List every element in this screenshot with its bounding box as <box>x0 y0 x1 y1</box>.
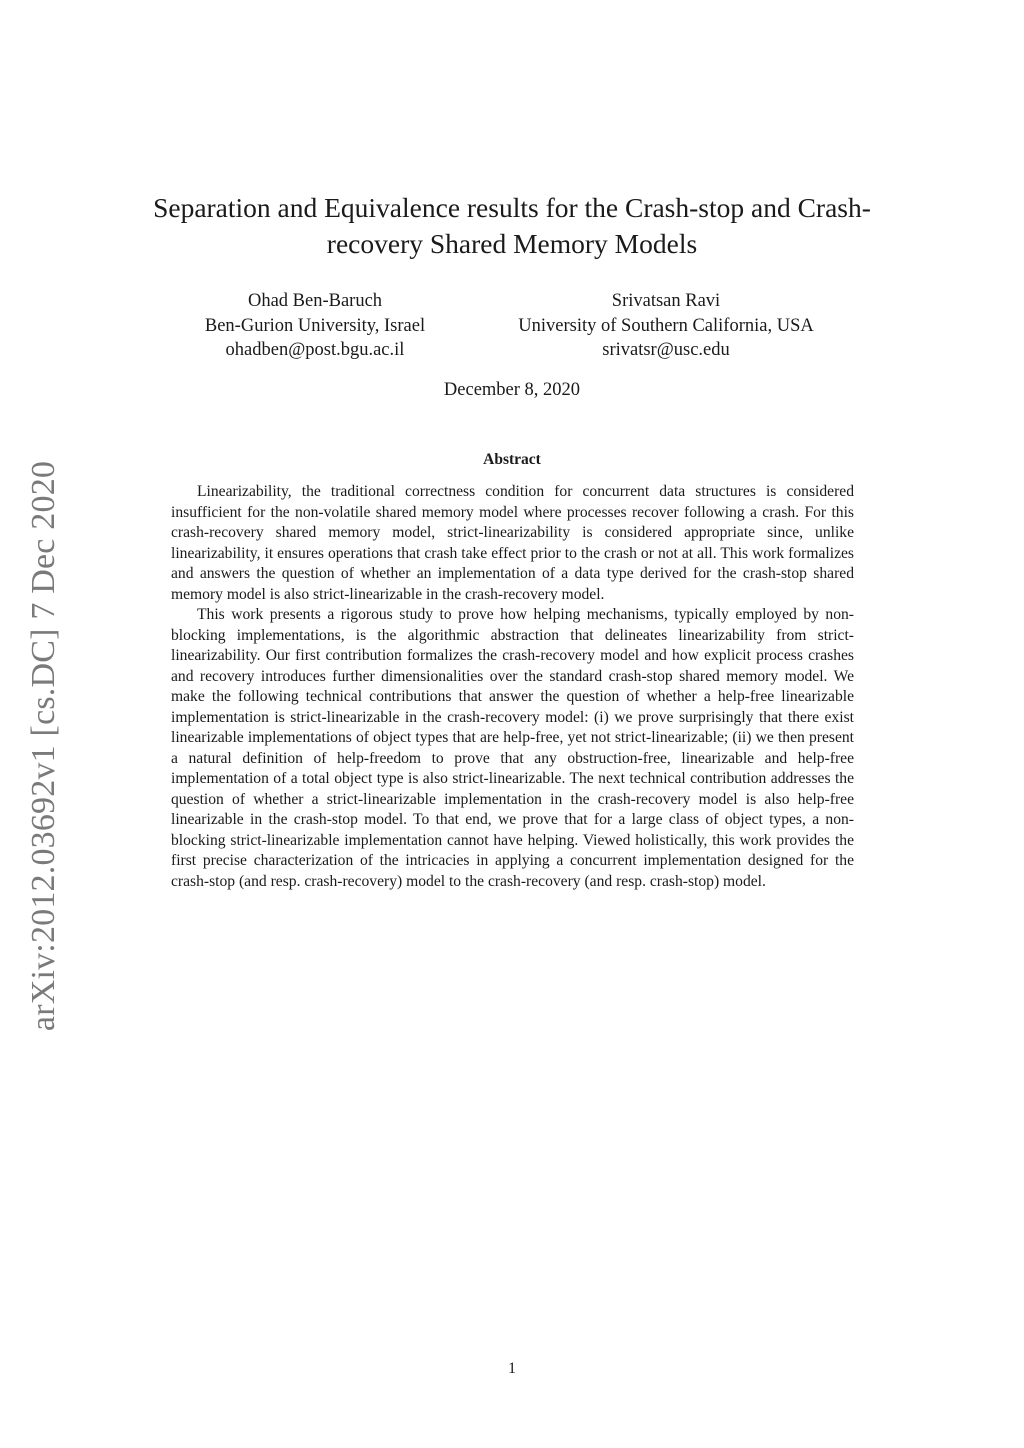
abstract-paragraph: This work presents a rigorous study to prove how helping mechanisms, typically employed by non-blocking implementations, is the algorithmic abstraction that delineates linearizability from strict-linearizability. Our first contribution formalizes the crash-recovery model and how explicit process crashes and recovery introduces further dimensionalities over the standard crash-stop shared memory model. We make the following technical contributions that answer the question of whether a help-free linearizable implementation is strict-linearizable in the crash-recovery model: (i) we prove surprisingly that there exist linearizable implementations of object types that are help-free, yet not strict-linearizable; (ii) we then present a natural definition of help-freedom to prove that any obstruction-free, linearizable and help-free implementation of a total object type is also strict-linearizable. The next technical contribution addresses the question of whether a strict-linearizable implementation in the crash-recovery model is also help-free linearizable in the crash-stop model. To that end, we prove that for a large class of object types, a non-blocking strict-linearizable implementation cannot have helping. Viewed holistically, this work provides the first precise characterization of the intricacies in applying a concurrent implementation designed for the crash-stop (and resp. crash-recovery) model to the crash-recovery (and resp. crash-stop) model. <box>171 606 854 890</box>
author-name: Srivatsan Ravi <box>611 291 721 311</box>
author-name: Ohad Ben-Baruch <box>247 291 383 311</box>
author-email: srivatsr@usc.edu <box>602 340 730 360</box>
page-number: 1 <box>508 1360 516 1377</box>
arxiv-identifier: arXiv:2012.03692v1 [cs.DC] 7 Dec 2020 <box>25 460 62 1032</box>
author-email: ohadben@post.bgu.ac.il <box>225 340 405 360</box>
author-affiliation: Ben-Gurion University, Israel <box>204 315 426 336</box>
author-1 <box>165 289 465 363</box>
abstract-heading: Abstract <box>483 451 541 468</box>
abstract-paragraph: Linearizability, the traditional correctness condition for concurrent data structures is considered insufficient for the non-volatile shared memory model where processes recover following a crash. For this crash-recovery shared memory model, strict-linearizability is considered appropriate since, unlike linearizability, it ensures operations that crash take effect prior to the crash or not at all. This work formalizes and answers the question of whether an implementation of a data type derived for the crash-stop shared memory model is also strict-linearizable in the crash-recovery model. <box>171 483 854 603</box>
paper-title: Separation and Equivalence results for the Crash-stop and Crash-recovery Shared Memory Models <box>153 192 871 259</box>
publication-date: December 8, 2020 <box>443 380 581 400</box>
author-affiliation: University of Southern California, USA <box>518 315 814 336</box>
author-2 <box>476 289 856 363</box>
abstract-body <box>171 482 854 892</box>
